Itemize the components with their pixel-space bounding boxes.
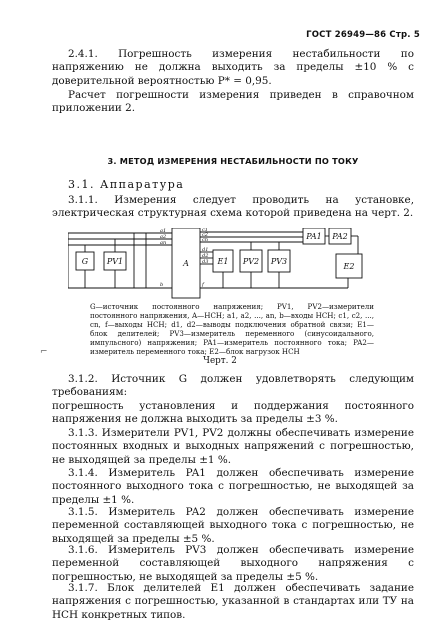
paragraph-3-1-2: 3.1.2. Источник G должен удовлетворять следующим требованиям: <box>52 373 414 399</box>
block-g: G <box>81 257 89 266</box>
block-pv2: PV2 <box>242 257 260 266</box>
label-d2: d2 <box>202 253 209 259</box>
label-b: b <box>160 282 164 288</box>
subsection-heading: 3.1. Аппаратура <box>68 178 185 191</box>
section-title: 3. МЕТОД ИЗМЕРЕНИЯ НЕСТАБИЛЬНОСТИ ПО ТОКУ <box>107 156 359 166</box>
figure-label: Черт. 2 <box>203 356 237 366</box>
label-cn: cn <box>202 237 209 243</box>
block-e1: E1 <box>217 257 229 266</box>
paragraph-3-1-7: 3.1.7. Блок делителей E1 должен обеспечивать задание напряжения с погрешностью, указанной в стандартах или ТУ на НСН конкретных типов. <box>52 582 414 621</box>
label-an: an <box>160 240 167 246</box>
label-d3: d3 <box>202 259 209 265</box>
block-e2: E2 <box>343 262 355 271</box>
label-d1: d1 <box>202 247 209 253</box>
block-a: A <box>183 259 189 268</box>
structural-diagram <box>68 228 368 300</box>
paragraph-calculation: Расчет погрешности измерения приведен в справочном приложении 2. <box>52 89 414 115</box>
paragraph-3-1-3: 3.1.3. Измерители PV1, PV2 должны обеспечивать измерение постоянных входных и выходных напряжений с погрешностью, не выходящей за пределы ±1 %. <box>52 427 414 466</box>
paragraph-3-1-5: 3.1.5. Измеритель PA2 должен обеспечивать измерение переменной составляющей выходного тока с погрешностью, не выходящей за пределы ±5 %. <box>52 506 414 545</box>
label-f: f <box>202 282 204 288</box>
paragraph-2-4-1: 2.4.1. Погрешность измерения нестабильности по напряжению не должна выходить за пределы ±10 % с доверительной вероятностью P* = 0,95. <box>52 48 414 87</box>
label-c1: c1 <box>202 228 208 233</box>
figure-caption: G—источник постоянного напряжения; PV1, PV2—измерители постоянного напряжения, A—НСН; a1, a2, ..., an, b—входы НСН; c1, c2, ..., cn, f—выходы НСН; d1, d2—выводы подключения обратной связи; E1—блок делителей; PV3—измеритель переменного (синусоидального, импульсного) напряжения; PA1—измеритель постоянного тока; PA2—измеритель переменного тока; E2—блок нагрузок НСН <box>90 302 374 357</box>
paragraph-3-1-4: 3.1.4. Измеритель PA1 должен обеспечивать измерение постоянного выходного тока с погрешностью, не выходящей за пределы ±1 %. <box>52 467 414 506</box>
block-pa2: PA2 <box>332 232 348 241</box>
paragraph-3-1-1: 3.1.1. Измерения следует проводить на установке, электрическая структурная схема которой приведена на черт. 2. <box>52 194 414 220</box>
margin-mark: ⌐ <box>40 347 48 357</box>
label-a1: a1 <box>160 228 167 234</box>
page-header: ГОСТ 26949—86 Стр. 5 <box>306 30 420 40</box>
label-a2: a2 <box>160 234 167 240</box>
block-pa1: PA1 <box>306 232 322 241</box>
block-pv3: PV3 <box>270 257 288 266</box>
paragraph-3-1-6: 3.1.6. Измеритель PV3 должен обеспечивать измерение переменной составляющей выходного напряжения с погрешностью, не выходящей за пределы ±5 %. <box>52 544 414 583</box>
block-pv1: PV1 <box>106 257 124 266</box>
label-c2: c2 <box>202 232 208 238</box>
paragraph-3-1-2-item: погрешность установления и поддержания постоянного напряжения не должна выходить за пределы ±3 %. <box>52 400 414 426</box>
